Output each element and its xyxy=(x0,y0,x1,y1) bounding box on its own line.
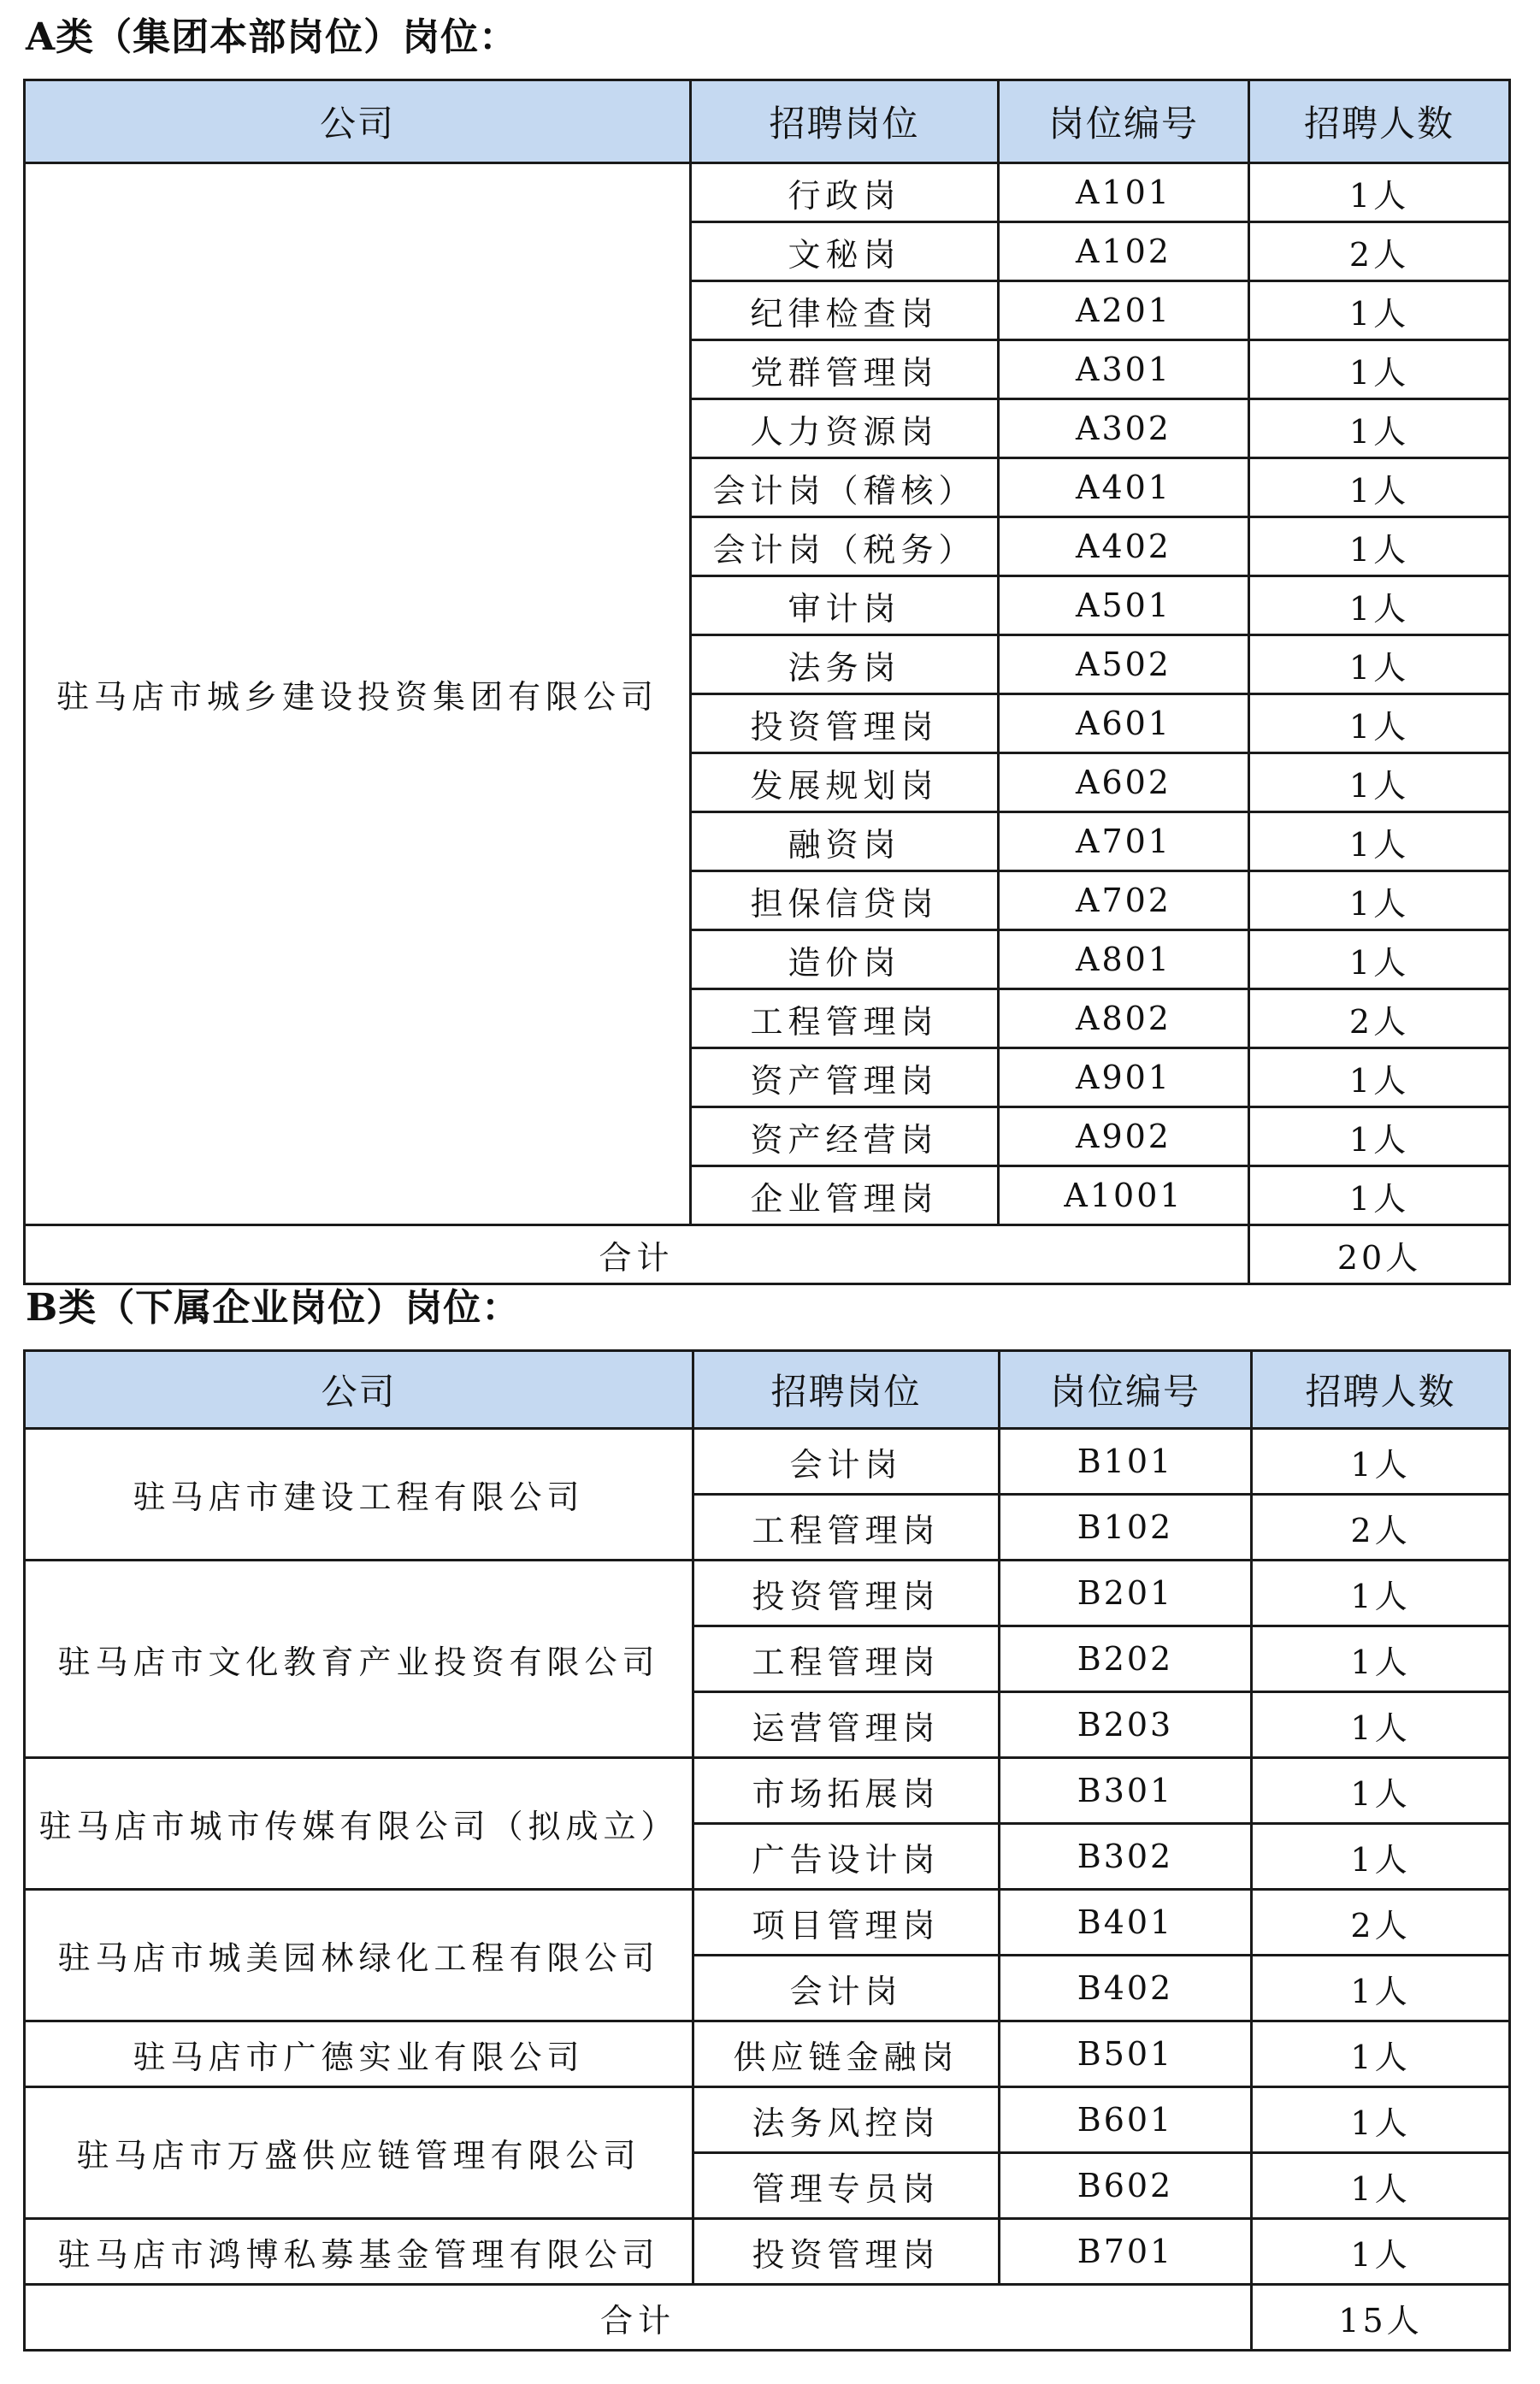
position-cell: 投资管理岗 xyxy=(693,2219,1000,2285)
code-cell: A802 xyxy=(999,989,1249,1048)
count-cell: 1人 xyxy=(1249,281,1510,340)
position-cell: 发展规划岗 xyxy=(691,753,999,812)
code-cell: B301 xyxy=(1000,1758,1252,1824)
count-cell: 1人 xyxy=(1249,1048,1510,1107)
code-cell: B402 xyxy=(1000,1956,1252,2021)
company-cell: 驻马店市万盛供应链管理有限公司 xyxy=(25,2087,693,2219)
header-count: 招聘人数 xyxy=(1249,80,1510,163)
table-row xyxy=(25,1758,1510,1824)
count-cell: 1人 xyxy=(1249,1107,1510,1166)
count-cell: 2人 xyxy=(1252,1495,1510,1561)
count-cell: 1人 xyxy=(1249,930,1510,989)
header-count: 招聘人数 xyxy=(1252,1351,1510,1429)
code-cell: A701 xyxy=(999,812,1249,871)
table-row xyxy=(25,163,1510,222)
count-cell: 1人 xyxy=(1252,2021,1510,2087)
code-cell: A602 xyxy=(999,753,1249,812)
count-cell: 1人 xyxy=(1249,163,1510,222)
count-cell: 1人 xyxy=(1252,2153,1510,2219)
position-cell: 担保信贷岗 xyxy=(691,871,999,930)
position-cell: 会计岗 xyxy=(693,1956,1000,2021)
code-cell: B202 xyxy=(1000,1626,1252,1692)
code-cell: B201 xyxy=(1000,1561,1252,1626)
position-cell: 项目管理岗 xyxy=(693,1890,1000,1956)
count-cell: 2人 xyxy=(1252,1890,1510,1956)
position-cell: 市场拓展岗 xyxy=(693,1758,1000,1824)
total-row xyxy=(25,1225,1510,1284)
header-company: 公司 xyxy=(25,80,691,163)
position-cell: 管理专员岗 xyxy=(693,2153,1000,2219)
count-cell: 1人 xyxy=(1249,871,1510,930)
position-cell: 人力资源岗 xyxy=(691,399,999,458)
count-cell: 1人 xyxy=(1249,753,1510,812)
header-code: 岗位编号 xyxy=(1000,1351,1252,1429)
count-cell: 1人 xyxy=(1249,576,1510,635)
count-cell: 1人 xyxy=(1252,1561,1510,1626)
position-cell: 会计岗（税务） xyxy=(691,517,999,576)
count-cell: 1人 xyxy=(1249,694,1510,753)
code-cell: A201 xyxy=(999,281,1249,340)
position-cell: 党群管理岗 xyxy=(691,340,999,399)
position-cell: 广告设计岗 xyxy=(693,1824,1000,1890)
count-cell: 1人 xyxy=(1249,517,1510,576)
code-cell: A702 xyxy=(999,871,1249,930)
total-label: 合计 xyxy=(25,2285,1252,2351)
position-cell: 资产管理岗 xyxy=(691,1048,999,1107)
code-cell: A501 xyxy=(999,576,1249,635)
code-cell: A101 xyxy=(999,163,1249,222)
code-cell: B302 xyxy=(1000,1824,1252,1890)
code-cell: B203 xyxy=(1000,1692,1252,1758)
company-cell: 驻马店市城美园林绿化工程有限公司 xyxy=(25,1890,693,2021)
position-cell: 会计岗（稽核） xyxy=(691,458,999,517)
count-cell: 2人 xyxy=(1249,222,1510,281)
count-cell: 1人 xyxy=(1249,635,1510,694)
company-cell: 驻马店市城市传媒有限公司（拟成立） xyxy=(25,1758,693,1890)
code-cell: A902 xyxy=(999,1107,1249,1166)
count-cell: 1人 xyxy=(1252,1824,1510,1890)
count-cell: 1人 xyxy=(1249,1166,1510,1225)
position-cell: 投资管理岗 xyxy=(691,694,999,753)
position-cell: 工程管理岗 xyxy=(693,1626,1000,1692)
position-cell: 审计岗 xyxy=(691,576,999,635)
count-cell: 1人 xyxy=(1249,458,1510,517)
count-cell: 1人 xyxy=(1252,1429,1510,1495)
count-cell: 1人 xyxy=(1252,1626,1510,1692)
code-cell: A401 xyxy=(999,458,1249,517)
position-cell: 造价岗 xyxy=(691,930,999,989)
header-position: 招聘岗位 xyxy=(693,1351,1000,1429)
code-cell: B501 xyxy=(1000,2021,1252,2087)
count-cell: 1人 xyxy=(1252,2087,1510,2153)
code-cell: B102 xyxy=(1000,1495,1252,1561)
count-cell: 1人 xyxy=(1252,1758,1510,1824)
code-cell: A301 xyxy=(999,340,1249,399)
section-b-title: B类（下属企业岗位）岗位： xyxy=(26,1286,521,1330)
position-cell: 纪律检查岗 xyxy=(691,281,999,340)
table-row xyxy=(25,1890,1510,1956)
header-company: 公司 xyxy=(25,1351,693,1429)
code-cell: B401 xyxy=(1000,1890,1252,1956)
code-cell: A502 xyxy=(999,635,1249,694)
count-cell: 1人 xyxy=(1252,1956,1510,2021)
position-cell: 会计岗 xyxy=(693,1429,1000,1495)
count-cell: 1人 xyxy=(1249,812,1510,871)
header-position: 招聘岗位 xyxy=(691,80,999,163)
table-row xyxy=(25,2219,1510,2285)
code-cell: A402 xyxy=(999,517,1249,576)
position-cell: 融资岗 xyxy=(691,812,999,871)
total-value: 20人 xyxy=(1249,1225,1510,1284)
table-row xyxy=(25,2021,1510,2087)
table-row xyxy=(25,2087,1510,2153)
position-cell: 行政岗 xyxy=(691,163,999,222)
position-cell: 工程管理岗 xyxy=(691,989,999,1048)
position-cell: 投资管理岗 xyxy=(693,1561,1000,1626)
code-cell: B701 xyxy=(1000,2219,1252,2285)
section-a-table xyxy=(23,79,1511,1285)
total-value: 15人 xyxy=(1252,2285,1510,2351)
section-a-title: A类（集团本部岗位）岗位： xyxy=(26,15,518,59)
count-cell: 1人 xyxy=(1252,2219,1510,2285)
count-cell: 2人 xyxy=(1249,989,1510,1048)
company-cell: 驻马店市鸿博私募基金管理有限公司 xyxy=(25,2219,693,2285)
count-cell: 1人 xyxy=(1252,1692,1510,1758)
code-cell: B101 xyxy=(1000,1429,1252,1495)
code-cell: B602 xyxy=(1000,2153,1252,2219)
code-cell: A601 xyxy=(999,694,1249,753)
table-row xyxy=(25,1561,1510,1626)
company-cell: 驻马店市城乡建设投资集团有限公司 xyxy=(25,163,691,1225)
table-header-row xyxy=(25,1351,1510,1429)
company-cell: 驻马店市广德实业有限公司 xyxy=(25,2021,693,2087)
code-cell: A302 xyxy=(999,399,1249,458)
position-cell: 供应链金融岗 xyxy=(693,2021,1000,2087)
code-cell: A901 xyxy=(999,1048,1249,1107)
header-code: 岗位编号 xyxy=(999,80,1249,163)
position-cell: 运营管理岗 xyxy=(693,1692,1000,1758)
table-row xyxy=(25,1429,1510,1495)
code-cell: B601 xyxy=(1000,2087,1252,2153)
total-row xyxy=(25,2285,1510,2351)
code-cell: A1001 xyxy=(999,1166,1249,1225)
company-cell: 驻马店市文化教育产业投资有限公司 xyxy=(25,1561,693,1758)
position-cell: 资产经营岗 xyxy=(691,1107,999,1166)
position-cell: 法务岗 xyxy=(691,635,999,694)
position-cell: 企业管理岗 xyxy=(691,1166,999,1225)
count-cell: 1人 xyxy=(1249,340,1510,399)
section-b-table xyxy=(23,1349,1511,2352)
position-cell: 法务风控岗 xyxy=(693,2087,1000,2153)
total-label: 合计 xyxy=(25,1225,1249,1284)
code-cell: A102 xyxy=(999,222,1249,281)
code-cell: A801 xyxy=(999,930,1249,989)
count-cell: 1人 xyxy=(1249,399,1510,458)
company-cell: 驻马店市建设工程有限公司 xyxy=(25,1429,693,1561)
table-header-row xyxy=(25,80,1510,163)
position-cell: 文秘岗 xyxy=(691,222,999,281)
position-cell: 工程管理岗 xyxy=(693,1495,1000,1561)
